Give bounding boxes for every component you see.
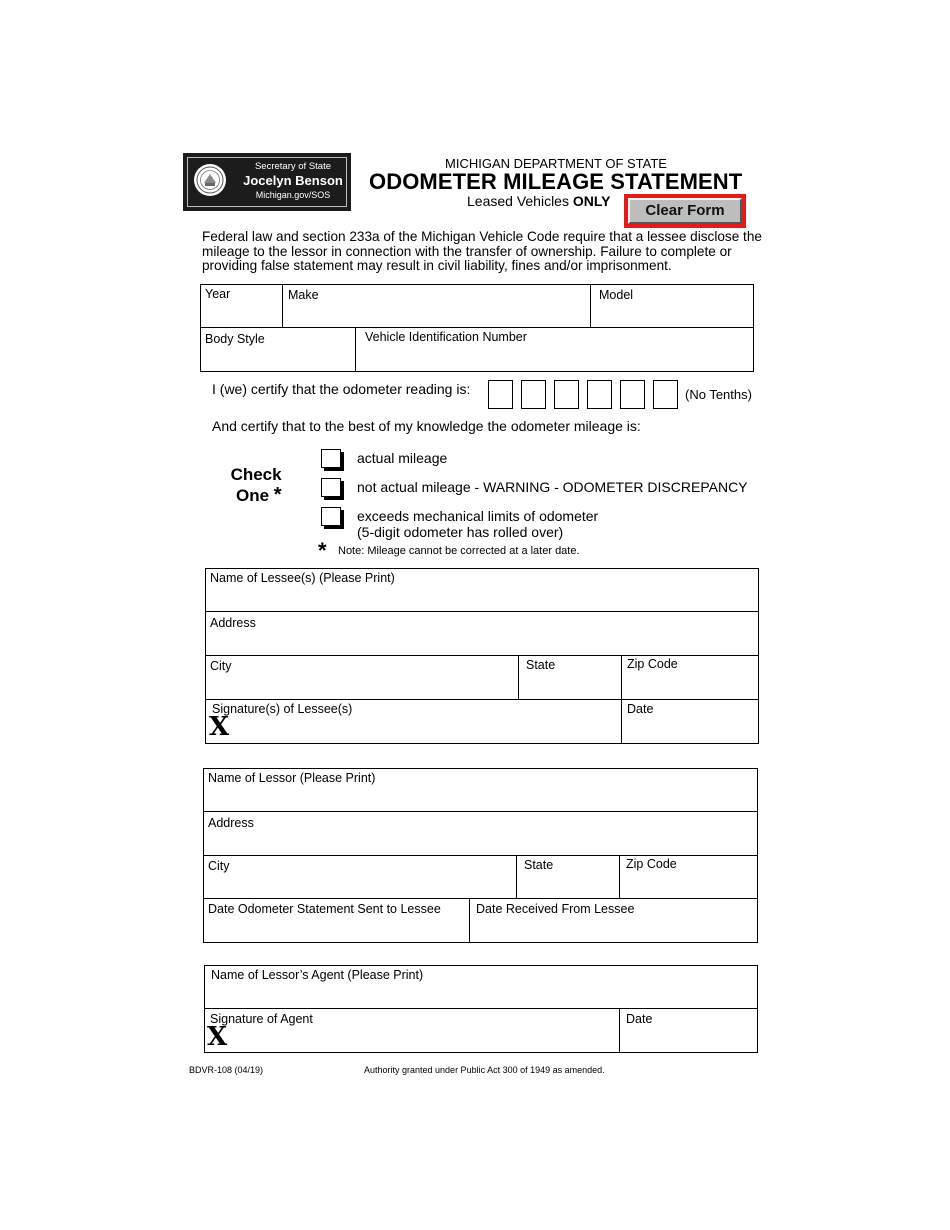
actual-mileage-label: actual mileage	[357, 450, 448, 466]
logo-line-2: Jocelyn Benson	[243, 173, 343, 188]
lessee-address-field[interactable]	[206, 631, 758, 654]
check-word: Check	[230, 465, 282, 484]
lessee-city-field[interactable]	[206, 675, 517, 698]
authority-note: Authority granted under Public Act 300 of 1949 as amended.	[364, 1065, 605, 1075]
logo-line-3: Michigan.gov/SOS	[255, 190, 331, 200]
lessor-zip-label: Zip Code	[626, 857, 677, 871]
lessor-zip-field[interactable]	[620, 874, 757, 897]
divider	[205, 699, 759, 700]
state-seal-icon	[193, 163, 227, 197]
agent-signature-x-mark: X	[207, 1022, 228, 1052]
lessor-name-field[interactable]	[204, 787, 757, 810]
lessee-zip-label: Zip Code	[627, 657, 678, 671]
form-subtitle	[467, 193, 610, 209]
lessor-address-field[interactable]	[204, 831, 757, 854]
knowledge-text: And certify that to the best of my knowledge the odometer mileage is:	[212, 418, 641, 434]
model-label: Model	[599, 288, 634, 302]
odometer-digit-6[interactable]	[653, 380, 678, 409]
lessee-name-field[interactable]	[206, 587, 758, 610]
lessee-state-field[interactable]	[519, 675, 620, 698]
odometer-digit-4[interactable]	[587, 380, 612, 409]
not-actual-mileage-label: not actual mileage - WARNING - ODOMETER DISCREPANCY	[357, 479, 748, 495]
lessee-signature-x-mark: X	[209, 712, 230, 742]
department-name: MICHIGAN DEPARTMENT OF STATE	[445, 156, 667, 171]
odometer-digit-1[interactable]	[488, 380, 513, 409]
model-field[interactable]	[591, 302, 753, 326]
odometer-digit-3[interactable]	[554, 380, 579, 409]
divider	[205, 611, 759, 612]
secretary-of-state-logo	[183, 153, 351, 211]
make-label: Make	[288, 288, 319, 302]
check-one-asterisk: *	[273, 484, 282, 506]
check-one-label	[226, 465, 282, 506]
exceeds-limits-checkbox[interactable]	[321, 507, 341, 526]
lessee-date-field[interactable]	[622, 717, 758, 743]
one-text: One	[236, 486, 270, 505]
body-style-label: Body Style	[205, 332, 265, 346]
date-received-field[interactable]	[470, 918, 757, 942]
subtitle-bold: ONLY	[572, 193, 611, 209]
actual-mileage-checkbox[interactable]	[321, 449, 341, 468]
lessor-address-label: Address	[208, 816, 254, 830]
agent-signature-label: Signature of Agent	[210, 1012, 313, 1026]
lessee-signature-label: Signature(s) of Lessee(s)	[212, 702, 353, 716]
odometer-digit-2[interactable]	[521, 380, 546, 409]
divider	[203, 855, 758, 856]
subtitle-text: Leased Vehicles	[467, 193, 573, 209]
lessor-city-label: City	[208, 859, 230, 873]
lessee-name-label: Name of Lessee(s) (Please Print)	[210, 571, 395, 585]
divider	[205, 655, 759, 656]
intro-paragraph: Federal law and section 233a of the Michigan Vehicle Code require that a lessee disclose the mileage to the lessor in connection with the transfer of ownership. Failure to complete or providing false statement may result in civil liability, fines and/or imprisonment.	[202, 229, 762, 273]
divider	[200, 327, 754, 328]
one-word	[236, 485, 282, 506]
clear-form-highlight	[624, 194, 746, 228]
date-received-label: Date Received From Lessee	[476, 902, 635, 916]
divider	[204, 1008, 758, 1009]
agent-date-field[interactable]	[620, 1027, 757, 1052]
vin-label: Vehicle Identification Number	[365, 330, 527, 344]
lessee-signature-field[interactable]	[235, 717, 620, 743]
lessor-name-label: Name of Lessor (Please Print)	[208, 771, 376, 785]
date-sent-field[interactable]	[204, 918, 468, 942]
date-sent-label: Date Odometer Statement Sent to Lessee	[208, 902, 441, 916]
form-id: BDVR-108 (04/19)	[189, 1065, 264, 1075]
logo-line-1: Secretary of State	[254, 161, 332, 172]
lessor-city-field[interactable]	[204, 874, 515, 897]
lessor-state-label: State	[524, 858, 554, 872]
make-field[interactable]	[283, 302, 589, 326]
odometer-digit-5[interactable]	[620, 380, 645, 409]
exceeds-limits-label: exceeds mechanical limits of odometer	[357, 508, 599, 524]
lessee-zip-field[interactable]	[622, 675, 758, 698]
odometer-certify-text: I (we) certify that the odometer reading is:	[212, 381, 471, 397]
year-label: Year	[205, 287, 231, 301]
lessor-state-field[interactable]	[517, 874, 618, 897]
no-tenths-label: (No Tenths)	[685, 387, 752, 402]
clear-form-button[interactable]: Clear Form	[628, 198, 742, 224]
lessee-address-label: Address	[210, 616, 256, 630]
agent-date-label: Date	[626, 1012, 653, 1026]
rolled-over-label: (5-digit odometer has rolled over)	[357, 524, 564, 540]
lessee-state-label: State	[526, 658, 556, 672]
agent-name-label: Name of Lessor’s Agent (Please Print)	[211, 968, 424, 982]
lessee-date-label: Date	[627, 702, 654, 716]
divider	[203, 811, 758, 812]
agent-name-field[interactable]	[205, 984, 757, 1007]
vin-field[interactable]	[356, 346, 753, 371]
agent-signature-field[interactable]	[234, 1027, 618, 1052]
mileage-note: Note: Mileage cannot be corrected at a later date.	[338, 545, 580, 557]
not-actual-mileage-checkbox[interactable]	[321, 478, 341, 497]
divider	[203, 898, 758, 899]
body-style-field[interactable]	[201, 346, 354, 371]
form-title: ODOMETER MILEAGE STATEMENT	[369, 169, 743, 194]
year-field[interactable]	[201, 302, 281, 326]
note-asterisk: *	[318, 538, 327, 563]
lessee-city-label: City	[210, 659, 232, 673]
